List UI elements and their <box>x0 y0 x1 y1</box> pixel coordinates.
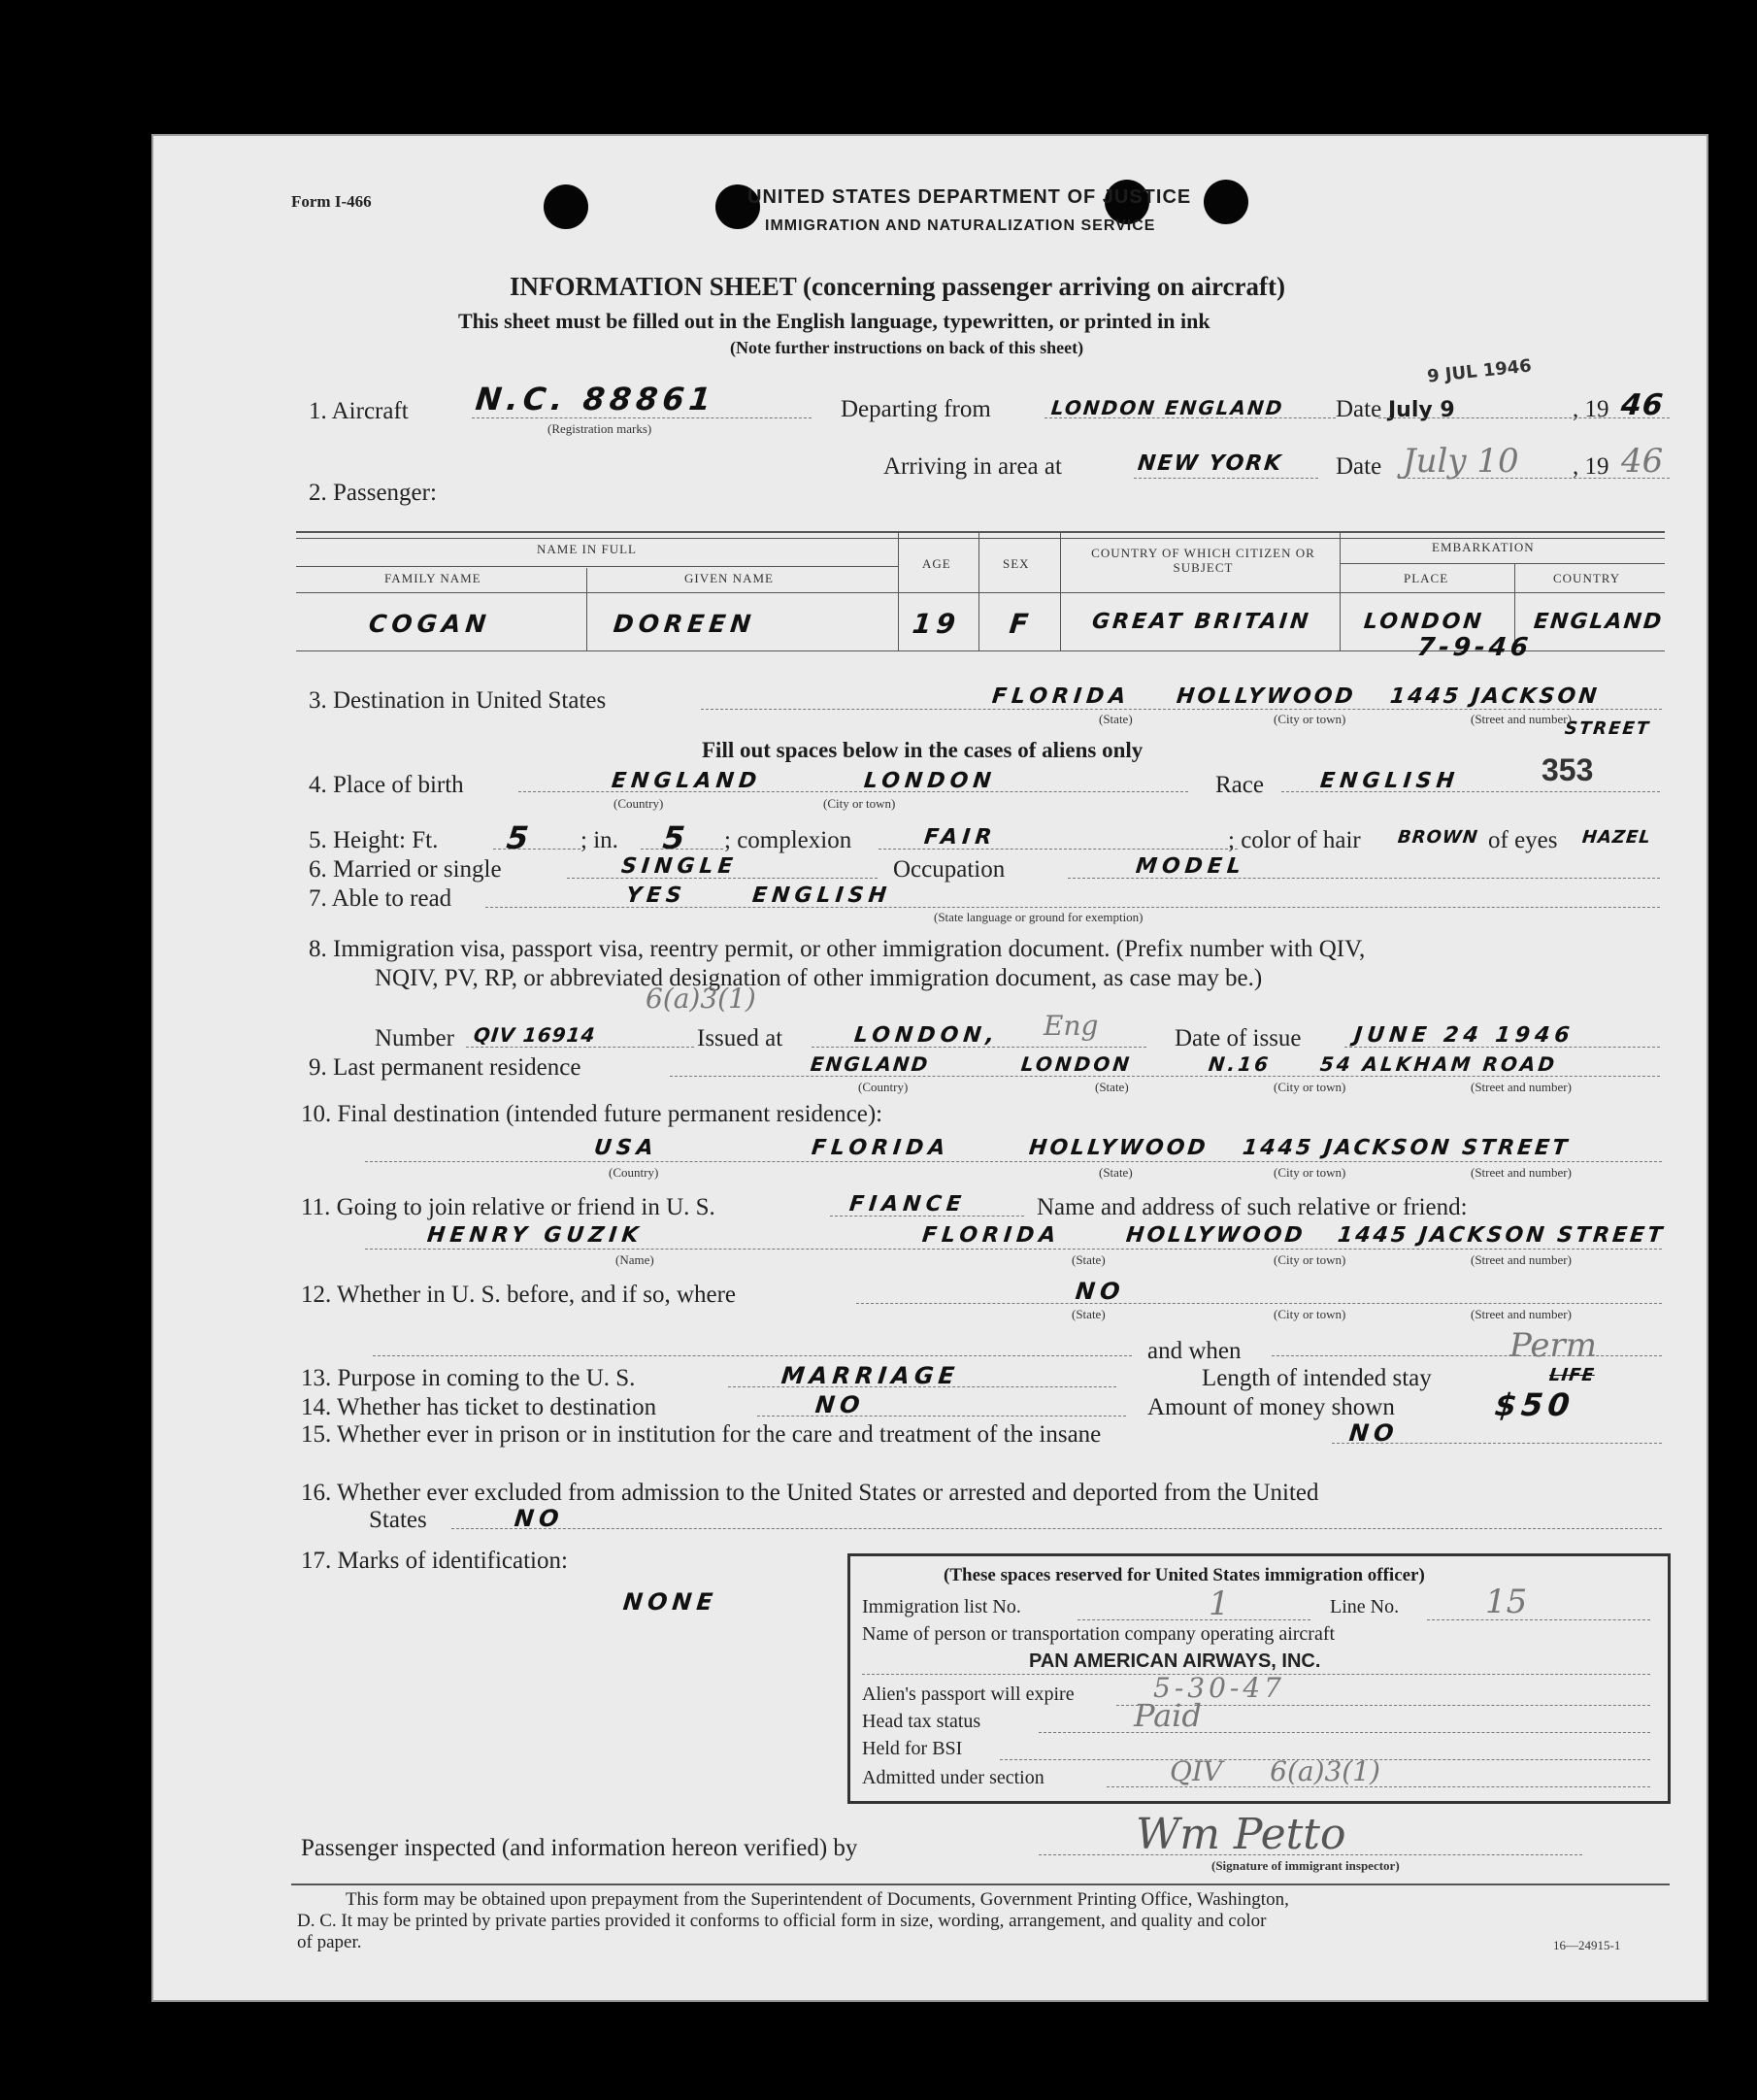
family-name-value: COGAN <box>367 610 492 638</box>
final-destination-city-caption: (City or town) <box>1274 1165 1346 1180</box>
passport-expiry-label: Alien's passport will expire <box>862 1683 1075 1705</box>
ticket-value: NO <box>813 1391 866 1418</box>
complexion-label: ; complexion <box>724 827 852 853</box>
occupation-label: Occupation <box>893 856 1006 883</box>
height-in-value: 5 <box>661 819 692 856</box>
aircraft-value: N.C. 88861 <box>474 381 718 417</box>
relative-name-caption: (Name) <box>615 1252 654 1267</box>
last-residence-label: 9. Last permanent residence <box>309 1054 581 1081</box>
relative-relation: FIANCE <box>847 1192 968 1217</box>
service-name: IMMIGRATION AND NATURALIZATION SERVICE <box>765 217 1156 234</box>
marital-status-value: SINGLE <box>619 854 739 879</box>
race-code-stamp: 353 <box>1542 752 1594 787</box>
relative-street-caption: (Street and number) <box>1471 1252 1572 1267</box>
citizenship-header: COUNTRY OF WHICH CITIZEN OR SUBJECT <box>1091 546 1315 575</box>
document-section-note: 6(a)3(1) <box>646 983 756 1015</box>
previous-visit-street-caption: (Street and number) <box>1471 1307 1572 1321</box>
immigration-list-value: 1 <box>1209 1584 1230 1623</box>
form-subtitle: This sheet must be filled out in the English language, typewritten, or printed in ink <box>458 309 1210 333</box>
previous-visit-state-caption: (State) <box>1072 1307 1106 1321</box>
departing-value: LONDON ENGLAND <box>1049 396 1285 419</box>
punch-hole <box>544 184 588 229</box>
prison-value: NO <box>1347 1419 1400 1447</box>
final-destination-street: 1445 JACKSON STREET <box>1241 1136 1572 1160</box>
form-note: (Note further instructions on back of this sheet) <box>730 338 1084 357</box>
form-title: INFORMATION SHEET (concerning passenger arriving on aircraft) <box>510 272 1285 301</box>
embarkation-header: EMBARKATION <box>1432 540 1535 554</box>
issued-at-note: Eng <box>1044 1010 1099 1042</box>
final-destination-country-caption: (Country) <box>609 1165 659 1180</box>
previous-visit-when-label: and when <box>1147 1338 1242 1364</box>
last-residence-city: LONDON <box>1019 1052 1134 1076</box>
arriving-value: NEW YORK <box>1136 451 1284 476</box>
operator-value: PAN AMERICAN AIRWAYS, INC. <box>1029 1650 1321 1672</box>
document-instructions-1: 8. Immigration visa, passport visa, reentry permit, or other immigration document. (Prefix number with QIV, <box>309 936 1366 962</box>
operator-label: Name of person or transportation company operating aircraft <box>862 1623 1336 1645</box>
issued-at-label: Issued at <box>697 1025 783 1051</box>
literacy-label: 7. Able to read <box>309 885 452 912</box>
departing-year-value: 46 <box>1619 388 1666 422</box>
excluded-value: NO <box>513 1505 565 1532</box>
final-destination-label: 10. Final destination (intended future permanent residence): <box>301 1101 883 1127</box>
footer-line-1: This form may be obtained upon prepayment from the Superintendent of Documents, Government Printing Office, Washington, <box>346 1889 1289 1910</box>
occupation-value: MODEL <box>1134 854 1247 879</box>
relative-street: 1445 JACKSON STREET <box>1336 1223 1667 1248</box>
form-number: Form I-466 <box>291 192 372 211</box>
footer-code: 16—24915-1 <box>1553 1938 1621 1952</box>
citizenship-value: GREAT BRITAIN <box>1090 610 1312 634</box>
last-residence-country-caption: (Country) <box>858 1080 909 1094</box>
race-label: Race <box>1215 772 1264 798</box>
destination-city: HOLLYWOOD <box>1175 684 1357 709</box>
literacy-value: YES <box>624 883 688 908</box>
destination-state: FLORIDA <box>990 684 1132 709</box>
footer-line-2: D. C. It may be printed by private parties provided it conforms to official form in size, wording, arrangement, and quality and color <box>297 1911 1267 1931</box>
received-date-stamp: 9 JUL 1946 <box>1426 355 1533 387</box>
last-residence-city-caption: (City or town) <box>1274 1080 1346 1094</box>
literacy-caption: (State language or ground for exemption) <box>934 910 1144 924</box>
department-name: UNITED STATES DEPARTMENT OF JUSTICE <box>747 186 1192 208</box>
embark-country-value: ENGLAND <box>1532 610 1665 634</box>
name-in-full-header: NAME IN FULL <box>537 542 637 556</box>
final-destination-country: USA <box>592 1136 660 1160</box>
money-label: Amount of money shown <box>1147 1394 1395 1420</box>
embark-date-value: 7-9-46 <box>1415 633 1534 662</box>
height-ft-label: 5. Height: Ft. <box>309 827 439 853</box>
height-in-label: ; in. <box>580 827 618 853</box>
previous-visit-label: 12. Whether in U. S. before, and if so, where <box>301 1282 737 1308</box>
arriving-year-prefix: , 19 <box>1573 453 1609 480</box>
final-destination-city: HOLLYWOOD <box>1027 1136 1210 1160</box>
relative-state-caption: (State) <box>1072 1252 1106 1267</box>
document-number-label: Number <box>375 1025 454 1051</box>
last-residence-street: 54 ALKHAM ROAD <box>1318 1052 1559 1076</box>
sex-value: F <box>1008 608 1035 640</box>
excluded-line-1: 16. Whether ever excluded from admission to the United States or arrested and deported from the United <box>301 1480 1319 1506</box>
inspection-label: Passenger inspected (and information hereon verified) by <box>301 1835 858 1861</box>
age-header: AGE <box>922 556 951 571</box>
last-residence-district: N.16 <box>1207 1052 1273 1076</box>
money-value: $50 <box>1493 1386 1576 1423</box>
passport-expiry-value: 5-30-47 <box>1153 1672 1285 1704</box>
last-residence-state-caption: (State) <box>1095 1080 1129 1094</box>
departing-year-prefix: , 19 <box>1573 396 1609 422</box>
eye-color-value: HAZEL <box>1580 827 1652 848</box>
embark-country-header: COUNTRY <box>1553 571 1621 585</box>
admission-section-value: QIV 6(a)3(1) <box>1170 1755 1380 1787</box>
arriving-year-value: 46 <box>1621 442 1664 481</box>
inspector-signature: Wm Petto <box>1136 1810 1346 1859</box>
aliens-only-note: Fill out spaces below in the cases of aliens only <box>702 738 1144 762</box>
birthplace-city-caption: (City or town) <box>823 796 896 811</box>
age-value: 19 <box>911 608 962 640</box>
identification-marks-value: NONE <box>621 1588 719 1616</box>
birthplace-label: 4. Place of birth <box>309 772 464 798</box>
document-instructions-2: NQIV, PV, RP, or abbreviated designation of other immigration document, as case may be.) <box>375 965 1263 991</box>
footer-line-3: of paper. <box>297 1932 362 1952</box>
hair-color-value: BROWN <box>1396 827 1479 848</box>
destination-city-caption: (City or town) <box>1274 712 1346 726</box>
marital-status-label: 6. Married or single <box>309 856 502 883</box>
stay-length-note: Perm <box>1509 1326 1597 1365</box>
destination-state-caption: (State) <box>1099 712 1133 726</box>
arriving-date-label: Date <box>1336 453 1382 480</box>
aircraft-label: 1. Aircraft <box>309 398 409 424</box>
relative-city: HOLLYWOOD <box>1124 1223 1307 1248</box>
relative-label: 11. Going to join relative or friend in U. S. <box>301 1194 715 1220</box>
passenger-label: 2. Passenger: <box>309 480 437 506</box>
departing-date-value: July 9 <box>1388 398 1455 422</box>
final-destination-street-caption: (Street and number) <box>1471 1165 1572 1180</box>
signature-caption: (Signature of immigrant inspector) <box>1211 1858 1400 1873</box>
embark-place-value: LONDON <box>1362 610 1486 634</box>
issue-date-label: Date of issue <box>1175 1025 1302 1051</box>
previous-visit-city-caption: (City or town) <box>1274 1307 1346 1321</box>
destination-street-cont: STREET <box>1563 718 1652 739</box>
last-residence-country: ENGLAND <box>809 1052 931 1076</box>
embark-place-header: PLACE <box>1404 571 1449 585</box>
line-number-label: Line No. <box>1330 1596 1400 1617</box>
destination-label: 3. Destination in United States <box>309 687 607 714</box>
race-value: ENGLISH <box>1318 769 1461 793</box>
previous-visit-value: NO <box>1074 1278 1126 1305</box>
birthplace-country-caption: (Country) <box>613 796 664 811</box>
relative-city-caption: (City or town) <box>1274 1252 1346 1267</box>
family-name-header: FAMILY NAME <box>384 571 481 585</box>
literacy-language: ENGLISH <box>750 883 893 908</box>
officer-section-header: (These spaces reserved for United States immigration officer) <box>944 1565 1425 1585</box>
document-number-value: QIV 16914 <box>472 1023 597 1047</box>
birthplace-country: ENGLAND <box>610 769 763 793</box>
aircraft-caption: (Registration marks) <box>547 421 652 436</box>
relative-name: HENRY GUZIK <box>425 1223 645 1248</box>
head-tax-value: Paid <box>1134 1697 1202 1734</box>
birthplace-city: LONDON <box>862 769 998 793</box>
issued-at-value: LONDON, <box>852 1023 1001 1048</box>
hair-color-label: ; color of hair <box>1228 827 1361 853</box>
final-destination-state: FLORIDA <box>810 1136 951 1160</box>
identification-marks-label: 17. Marks of identification: <box>301 1548 568 1574</box>
head-tax-label: Head tax status <box>862 1711 981 1732</box>
given-name-header: GIVEN NAME <box>684 571 774 585</box>
immigration-list-label: Immigration list No. <box>862 1596 1021 1617</box>
complexion-value: FAIR <box>922 825 998 850</box>
relative-name-address-label: Name and address of such relative or friend: <box>1037 1194 1468 1220</box>
arriving-date-value: July 10 <box>1403 442 1519 481</box>
final-destination-state-caption: (State) <box>1099 1165 1133 1180</box>
height-ft-value: 5 <box>505 819 536 856</box>
issue-date-value: JUNE 24 1946 <box>1352 1023 1575 1048</box>
arriving-label: Arriving in area at <box>883 453 1062 480</box>
line-number-value: 15 <box>1485 1583 1528 1621</box>
admission-section-label: Admitted under section <box>862 1767 1044 1788</box>
stay-length-value: LIFE <box>1547 1365 1596 1385</box>
given-name-value: DOREEN <box>612 610 757 638</box>
prison-label: 15. Whether ever in prison or in institution for the care and treatment of the insane <box>301 1421 1102 1448</box>
destination-street-caption: (Street and number) <box>1471 712 1572 726</box>
bsi-label: Held for BSI <box>862 1738 963 1759</box>
purpose-value: MARRIAGE <box>779 1362 961 1389</box>
ticket-label: 14. Whether has ticket to destination <box>301 1394 657 1420</box>
sex-header: SEX <box>1003 556 1030 571</box>
purpose-label: 13. Purpose in coming to the U. S. <box>301 1365 636 1391</box>
punch-hole <box>1204 180 1248 224</box>
departing-label: Departing from <box>841 396 991 422</box>
relative-state: FLORIDA <box>920 1223 1062 1248</box>
destination-street: 1445 JACKSON <box>1388 684 1601 709</box>
last-residence-street-caption: (Street and number) <box>1471 1080 1572 1094</box>
departing-date-label: Date <box>1336 396 1382 422</box>
eye-color-label: of eyes <box>1488 827 1558 853</box>
excluded-line-2: States <box>369 1507 427 1533</box>
stay-length-label: Length of intended stay <box>1202 1365 1432 1391</box>
